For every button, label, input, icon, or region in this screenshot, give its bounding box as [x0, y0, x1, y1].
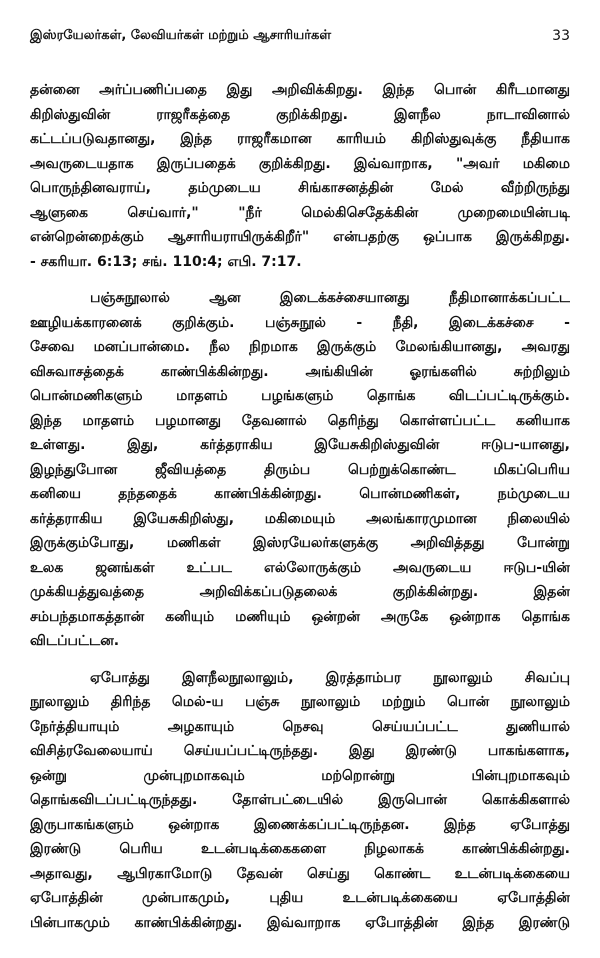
text-line: ஏபோத்தின் முன்பாகமும், புதிய உடன்படிக்கையை ஏபோத்தின் [30, 890, 570, 906]
text-line: இழந்துபோன ஜீவியத்தை திரும்ப பெற்றுக்கொண்ட மிகப்பெரிய [30, 461, 570, 478]
text-line: இந்த மாதளம் பழமானது தேவனால் தெரிந்து கொள்ளப்பட்ட கனியாக [30, 412, 570, 429]
running-header [30, 28, 570, 48]
text-line: சம்பந்தமாகத்தான் கனியும் மணியும் ஒன்றன் அருகே ஒன்றாக தொங்க [30, 608, 570, 625]
text-line: தன்னை அர்ப்பணிப்பதை இது அறிவிக்கிறது. இந்த பொன் கிரீடமானது [30, 82, 570, 98]
text-line: கர்த்தராகிய இயேசுகிறிஸ்து, மகிமையும் அலங்காரமுமான நிலையில் [30, 510, 570, 527]
text-line: நேர்த்தியாயும் அழகாயும் நெசவு செய்யப்பட்ட துணியால் [30, 718, 570, 735]
text-line: ஆளுகை செய்வார்," "நீர் மெல்கிசெதேக்கின் முறைமையின்படி [30, 204, 570, 221]
text-line: இருபாகங்களும் ஒன்றாக இணைக்கப்பட்டிருந்தன. இந்த ஏபோத்து [30, 816, 570, 833]
text-line: பொருந்தினவராய், தம்முடைய சிங்காசனத்தின் மேல் வீற்றிருந்து [30, 180, 570, 196]
text-line: விசுவாசத்தைக் காண்பிக்கின்றது. அங்கியின் ஓரங்களில் சுற்றிலும் [30, 363, 570, 380]
text-line: பின்பாகமும் காண்பிக்கின்றது. இவ்வாறாக ஏபோத்தின் இந்த இரண்டு [30, 914, 570, 931]
text-line: ஏபோத்து இளநீலநூலாலும், இரத்தாம்பர நூலாலும் சிவப்பு [90, 669, 570, 686]
text-line: இரண்டு பெரிய உடன்படிக்கைகளை நிழலாகக் காண்பிக்கின்றது. [30, 841, 570, 857]
paragraph [30, 78, 570, 274]
text-line: அதாவது, ஆபிரகாமோடு தேவன் செய்து கொண்ட உடன்படிக்கையை [30, 865, 570, 882]
text-line: கிறிஸ்துவின் ராஜரீகத்தை குறிக்கிறது. இளநீல நாடாவினால் [30, 106, 570, 123]
text-line: விசித்ரவேலையாய் செய்யப்பட்டிருந்தது. இது இரண்டு பாகங்களாக, [30, 743, 570, 759]
text-line: சேவை மனப்பான்மை. நீல நிறமாக இருக்கும் மேலங்கியானது, அவரது [30, 339, 570, 355]
text-line: இருக்கும்போது, மணிகள் இஸ்ரயேலர்களுக்கு அறிவித்தது போன்று [30, 535, 570, 551]
text-line: ஊழியக்காரனைக் குறிக்கும். பஞ்சுநூல் - நீதி, இடைக்கச்சை - [30, 314, 570, 331]
page-number: 33 [552, 28, 570, 44]
text-line: என்றென்றைக்கும் ஆசாரியராயிருக்கிறீர்" என்பதற்கு ஒப்பாக இருக்கிறது. [30, 229, 570, 245]
text-line: கனியை தந்ததைக் காண்பிக்கின்றது. பொன்மணிகள், நம்முடைய [30, 486, 570, 502]
text-line: உலக ஜனங்கள் உட்பட எல்லோருக்கும் அவருடைய ஈடுப-யின் [30, 559, 570, 576]
text-line: முக்கியத்துவத்தை அறிவிக்கப்படுதலைக் குறிக்கின்றது. இதன் [30, 584, 570, 600]
chapter-title: இஸ்ரயேலர்கள், லேவியர்கள் மற்றும் ஆசாரியர்கள் [30, 28, 332, 43]
text-line: விடப்பட்டன. [30, 633, 120, 649]
text-line: கட்டப்படுவதானது, இந்த ராஜரீகமான காரியம் கிறிஸ்துவுக்கு நீதியாக [30, 131, 570, 147]
text-line: ஒன்று முன்புறமாகவும் மற்றொன்று பின்புறமாகவும் [30, 767, 570, 784]
text-line: பஞ்சுநூலால் ஆன இடைக்கச்சையானது நீதிமானாக்கப்பட்ட [90, 290, 570, 306]
paragraph [30, 286, 570, 654]
text-line: நூலாலும் திரிந்த மெல்-ய பஞ்சு நூலாலும் மற்றும் பொன் நூலாலும் [30, 694, 570, 710]
page-body [30, 78, 570, 947]
text-line: - சகரியா. 6:13; சங். 110:4; எபி. 7:17. [30, 253, 302, 270]
text-line: பொன்மணிகளும் மாதளம் பழங்களும் தொங்க விடப்பட்டிருக்கும். [30, 388, 570, 404]
text-line: அவருடையதாக இருப்பதைக் குறிக்கிறது. இவ்வாறாக, "அவர் மகிமை [30, 155, 570, 172]
paragraph [30, 666, 570, 936]
text-line: உள்ளது. இது, கர்த்தராகிய இயேசுகிறிஸ்துவின் ஈடுப-யானது, [30, 437, 570, 453]
text-line: தொங்கவிடப்பட்டிருந்தது. தோள்பட்டையில் இருபொன் கொக்கிகளால் [30, 792, 570, 808]
